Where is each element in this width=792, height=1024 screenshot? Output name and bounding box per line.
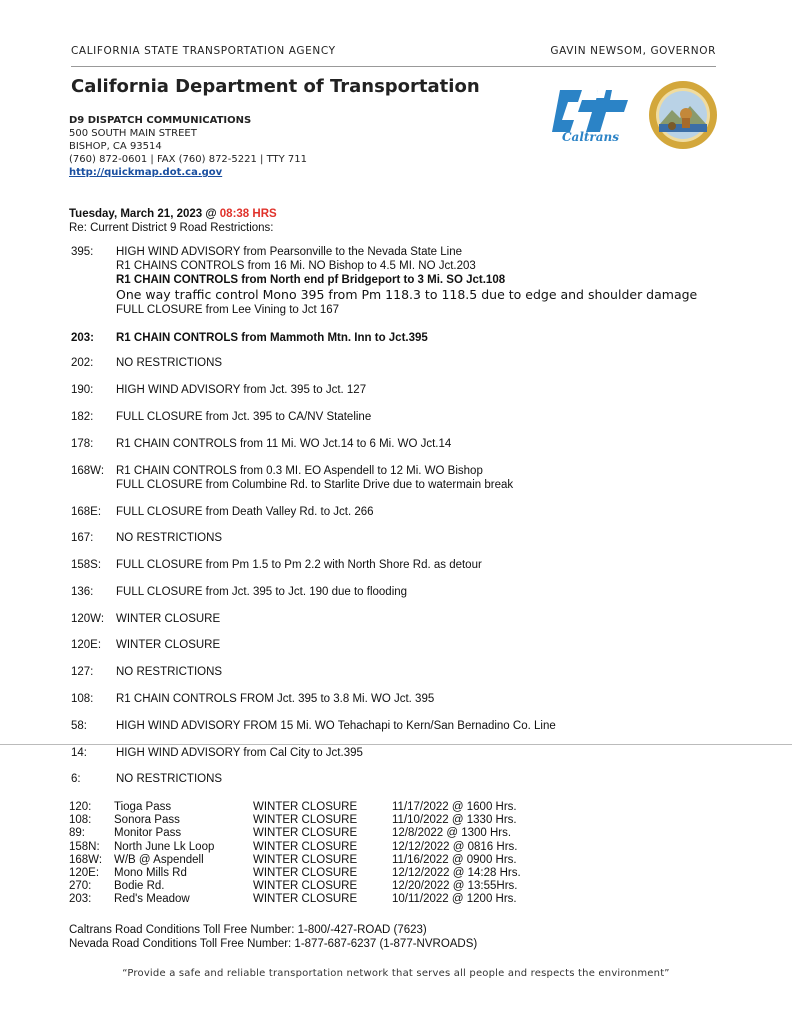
restriction-line: WINTER CLOSURE (116, 639, 221, 651)
pass-name: Tioga Pass (114, 801, 172, 813)
caltrans-wordmark: Caltrans (562, 130, 620, 144)
pass-status: WINTER CLOSURE (253, 840, 358, 853)
pass-closure-date: 11/16/2022 @ 0900 Hrs. (392, 853, 517, 866)
table-row (69, 880, 532, 893)
route-code: 395: (71, 246, 94, 258)
pass-route: 270: (69, 880, 92, 893)
route-code: 202: (71, 357, 94, 369)
table-row (69, 814, 532, 827)
pass-route: 203: (69, 893, 92, 906)
pass-status: WINTER CLOSURE (253, 827, 358, 840)
pass-route: 89: (69, 827, 85, 840)
report-time: 08:38 HRS (219, 208, 277, 220)
caltrans-logo (552, 86, 632, 148)
route-code: 168W: (71, 465, 105, 477)
restriction-line: R1 CHAIN CONTROLS from 11 Mi. WO Jct.14 to 6 Mi. WO Jct.14 (116, 438, 452, 450)
restriction-line: NO RESTRICTIONS (116, 532, 223, 544)
pass-route: 168W: (69, 853, 103, 866)
header-divider (71, 66, 716, 67)
governor-name: GAVIN NEWSOM, GOVERNOR (550, 45, 716, 57)
subject-line: Re: Current District 9 Road Restrictions: (69, 222, 274, 234)
toll-free-block (69, 923, 477, 951)
table-row (69, 893, 532, 906)
route-code: 203: (71, 332, 95, 344)
pass-closure-date: 11/10/2022 @ 1330 Hrs. (392, 814, 517, 827)
caltrans-toll-free: Caltrans Road Conditions Toll Free Number: 1-800/-427-ROAD (7623) (69, 924, 427, 936)
restriction-line: HIGH WIND ADVISORY FROM 15 Mi. WO Tehachapi to Kern/San Bernadino Co. Line (116, 720, 556, 732)
nevada-toll-free: Nevada Road Conditions Toll Free Number: 1-877-687-6237 (1-877-NVROADS) (69, 938, 478, 950)
restriction-line: R1 CHAIN CONTROLS from Mammoth Mtn. Inn to Jct.395 (116, 332, 428, 344)
route-code: 158S: (71, 559, 102, 571)
route-code: 6: (71, 773, 81, 785)
pass-route: 108: (69, 814, 92, 827)
route-code: 167: (71, 532, 94, 544)
report-date: Tuesday, March 21, 2023 @ (69, 208, 220, 220)
pass-name: North June Lk Loop (114, 840, 215, 853)
pass-name: Bodie Rd. (114, 880, 165, 893)
route-code: 120W: (71, 613, 105, 625)
table-row (69, 827, 532, 840)
route-code: 120E: (71, 639, 102, 651)
pass-closure-date: 12/8/2022 @ 1300 Hrs. (392, 827, 512, 840)
pass-status: WINTER CLOSURE (253, 867, 358, 880)
table-row (69, 867, 532, 880)
route-code: 136: (71, 586, 94, 598)
route-code: 108: (71, 693, 94, 705)
pass-status: WINTER CLOSURE (253, 893, 358, 906)
pass-name: Monitor Pass (114, 827, 182, 840)
restriction-line: R1 CHAIN CONTROLS from North end pf Bridgeport to 3 Mi. SO Jct.108 (116, 274, 506, 286)
pass-route: 120E: (69, 867, 100, 880)
route-code: 14: (71, 747, 87, 759)
restriction-line: HIGH WIND ADVISORY from Jct. 395 to Jct. 127 (116, 384, 367, 396)
pass-name: Red's Meadow (114, 893, 190, 906)
table-row (69, 841, 532, 854)
pass-closure-date: 11/17/2022 @ 1600 Hrs. (392, 801, 517, 813)
office-city: BISHOP, CA 93514 (69, 141, 162, 152)
pass-status: WINTER CLOSURE (253, 880, 358, 893)
table-row (69, 854, 532, 867)
pass-route: 158N: (69, 840, 100, 853)
pass-closure-date: 12/12/2022 @ 0816 Hrs. (392, 840, 518, 853)
restriction-line: WINTER CLOSURE (116, 613, 221, 625)
restriction-line: FULL CLOSURE from Columbine Rd. to Starlite Drive due to watermain break (116, 479, 514, 491)
route-code: 168E: (71, 506, 102, 518)
restriction-line: NO RESTRICTIONS (116, 773, 223, 785)
route-code: 190: (71, 384, 94, 396)
office-address-block (69, 114, 307, 179)
quickmap-link[interactable]: http://quickmap.dot.ca.gov (69, 167, 223, 178)
restriction-line: HIGH WIND ADVISORY from Cal City to Jct.395 (116, 747, 363, 759)
pass-closures-table (69, 801, 532, 907)
pass-name: W/B @ Aspendell (114, 853, 204, 866)
department-title: California Department of Transportation (71, 76, 480, 97)
office-phones: (760) 872-0601 | FAX (760) 872-5221 | TTY 711 (69, 154, 307, 165)
restriction-line: NO RESTRICTIONS (116, 666, 223, 678)
restriction-line: NO RESTRICTIONS (116, 357, 223, 369)
restriction-line: R1 CHAIN CONTROLS from 0.3 MI. EO Aspendell to 12 Mi. WO Bishop (116, 465, 483, 477)
route-code: 182: (71, 411, 94, 423)
pass-closure-date: 12/12/2022 @ 14:28 Hrs. (392, 867, 521, 880)
restriction-line: FULL CLOSURE from Pm 1.5 to Pm 2.2 with North Shore Rd. as detour (116, 559, 482, 571)
agency-name: CALIFORNIA STATE TRANSPORTATION AGENCY (71, 45, 336, 57)
mission-motto: “Provide a safe and reliable transportation network that serves all people and respects the environment” (122, 968, 670, 979)
restriction-line: R1 CHAIN CONTROLS FROM Jct. 395 to 3.8 Mi. WO Jct. 395 (116, 693, 435, 705)
scan-divider (0, 744, 792, 745)
pass-closure-date: 12/20/2022 @ 13:55Hrs. (392, 880, 518, 893)
restriction-line: FULL CLOSURE from Death Valley Rd. to Jct. 266 (116, 506, 374, 518)
pass-status: WINTER CLOSURE (253, 814, 358, 827)
route-code: 178: (71, 438, 94, 450)
pass-status: WINTER CLOSURE (253, 801, 358, 813)
pass-status: WINTER CLOSURE (253, 853, 358, 866)
office-name: D9 DISPATCH COMMUNICATIONS (69, 115, 252, 126)
pass-name: Sonora Pass (114, 814, 180, 827)
pass-name: Mono Mills Rd (114, 867, 187, 880)
report-date-block (69, 207, 277, 235)
office-street: 500 SOUTH MAIN STREET (69, 128, 197, 139)
restriction-line: FULL CLOSURE from Jct. 395 to Jct. 190 due to flooding (116, 586, 408, 598)
restriction-line: FULL CLOSURE from Lee Vining to Jct 167 (116, 304, 340, 316)
restriction-line: One way traffic control Mono 395 from Pm 118.3 to 118.5 due to edge and shoulder damage (116, 287, 698, 302)
pass-closure-date: 10/11/2022 @ 1200 Hrs. (392, 893, 517, 906)
restriction-line: HIGH WIND ADVISORY from Pearsonville to the Nevada State Line (116, 246, 462, 258)
restriction-line: FULL CLOSURE from Jct. 395 to CA/NV Stateline (116, 411, 372, 423)
pass-route: 120: (69, 801, 92, 813)
route-code: 127: (71, 666, 94, 678)
table-row (69, 801, 532, 814)
restriction-line: R1 CHAINS CONTROLS from 16 Mi. NO Bishop to 4.5 MI. NO Jct.203 (116, 260, 476, 272)
seal-of-california-icon (648, 80, 718, 150)
route-code: 58: (71, 720, 87, 732)
